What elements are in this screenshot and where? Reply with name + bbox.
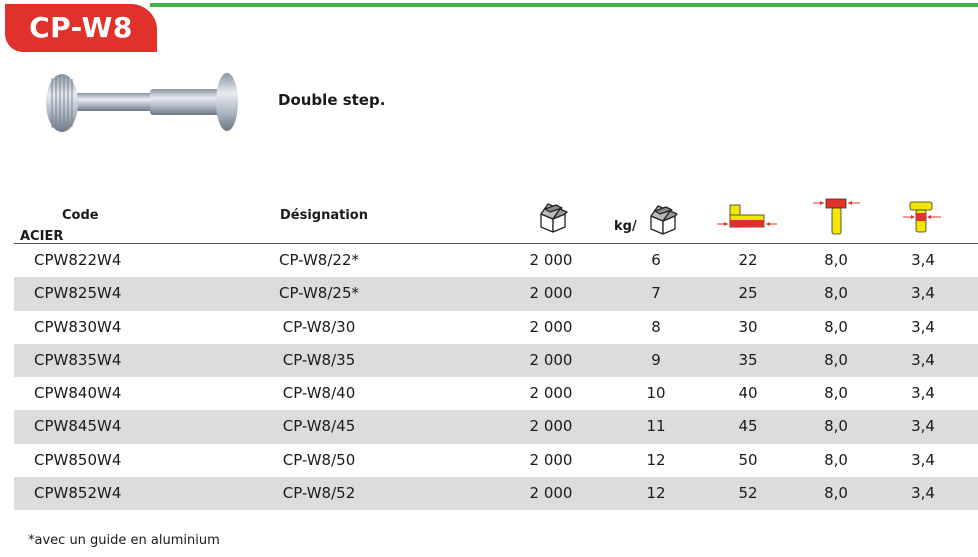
cell-code: CPW822W4: [34, 251, 122, 269]
table-row: [14, 244, 978, 277]
header-material: ACIER: [20, 229, 64, 244]
shank-diameter-icon: [902, 198, 942, 236]
cell-designation: CP-W8/40: [282, 384, 356, 403]
cell-kg: 11: [646, 417, 666, 436]
cell-length: 45: [738, 417, 758, 436]
table-header: [14, 190, 978, 244]
footnote: *avec un guide en aluminium: [28, 533, 220, 548]
cell-quantity: 2 000: [529, 484, 573, 503]
cell-kg: 12: [646, 484, 666, 503]
cell-shank-diameter: 3,4: [911, 484, 935, 503]
cell-kg: 10: [646, 384, 666, 403]
cell-quantity: 2 000: [529, 450, 573, 469]
box-icon: [536, 200, 570, 234]
header-code: Code: [62, 208, 99, 223]
cell-designation: CP-W8/35: [282, 350, 356, 369]
header-kg: kg/: [614, 219, 637, 234]
cell-head-diameter: 8,0: [824, 484, 848, 503]
table-body: [14, 244, 978, 510]
cell-kg: 7: [651, 284, 661, 303]
cell-kg: 6: [651, 251, 661, 269]
cell-code: CPW835W4: [34, 350, 122, 369]
cell-shank-diameter: 3,4: [911, 384, 935, 403]
top-accent-line: [150, 3, 978, 7]
cell-quantity: 2 000: [529, 384, 573, 403]
cell-head-diameter: 8,0: [824, 350, 848, 369]
cell-designation: CP-W8/52: [282, 484, 356, 503]
cell-code: CPW850W4: [34, 450, 122, 469]
length-dimension-icon: [716, 202, 778, 232]
cell-shank-diameter: 3,4: [911, 450, 935, 469]
table-row: [14, 410, 978, 443]
table-row: [14, 344, 978, 377]
cell-designation: CP-W8/30: [282, 317, 356, 336]
cell-head-diameter: 8,0: [824, 317, 848, 336]
cell-code: CPW840W4: [34, 384, 122, 403]
cell-quantity: 2 000: [529, 350, 573, 369]
cell-quantity: 2 000: [529, 284, 573, 303]
cell-shank-diameter: 3,4: [911, 317, 935, 336]
table-row: [14, 444, 978, 477]
cell-length: 30: [738, 317, 758, 336]
cell-quantity: 2 000: [529, 251, 573, 269]
cell-designation: CP-W8/25*: [278, 284, 359, 303]
cell-shank-diameter: 3,4: [911, 417, 935, 436]
cell-code: CPW830W4: [34, 317, 122, 336]
cell-head-diameter: 8,0: [824, 450, 848, 469]
cell-kg: 8: [651, 317, 661, 336]
product-description: Double step.: [278, 91, 386, 109]
cell-head-diameter: 8,0: [824, 417, 848, 436]
cell-kg: 9: [651, 350, 661, 369]
cell-code: CPW825W4: [34, 284, 122, 303]
cell-head-diameter: 8,0: [824, 284, 848, 303]
cell-code: CPW845W4: [34, 417, 122, 436]
cell-head-diameter: 8,0: [824, 251, 848, 269]
cell-head-diameter: 8,0: [824, 384, 848, 403]
cell-kg: 12: [646, 450, 666, 469]
cell-shank-diameter: 3,4: [911, 350, 935, 369]
cell-designation: CP-W8/22*: [278, 251, 359, 269]
cell-length: 40: [738, 384, 758, 403]
cell-designation: CP-W8/45: [282, 417, 356, 436]
product-table: [14, 190, 978, 510]
cell-length: 25: [738, 284, 758, 303]
cell-code: CPW852W4: [34, 484, 122, 503]
cell-length: 50: [738, 450, 758, 469]
head-diameter-icon: [812, 194, 862, 238]
rivet-image: [40, 72, 245, 134]
table-row: [14, 277, 978, 310]
product-title: CP-W8: [5, 4, 157, 52]
cell-shank-diameter: 3,4: [911, 284, 935, 303]
table-row: [14, 377, 978, 410]
cell-length: 22: [738, 251, 758, 269]
header-designation: Désignation: [280, 208, 368, 223]
cell-quantity: 2 000: [529, 417, 573, 436]
cell-quantity: 2 000: [529, 317, 573, 336]
cell-length: 52: [738, 484, 758, 503]
weight-per-box-icon: [646, 202, 680, 236]
cell-length: 35: [738, 350, 758, 369]
cell-designation: CP-W8/50: [282, 450, 356, 469]
table-row: [14, 477, 978, 510]
cell-shank-diameter: 3,4: [911, 251, 935, 269]
table-row: [14, 311, 978, 344]
